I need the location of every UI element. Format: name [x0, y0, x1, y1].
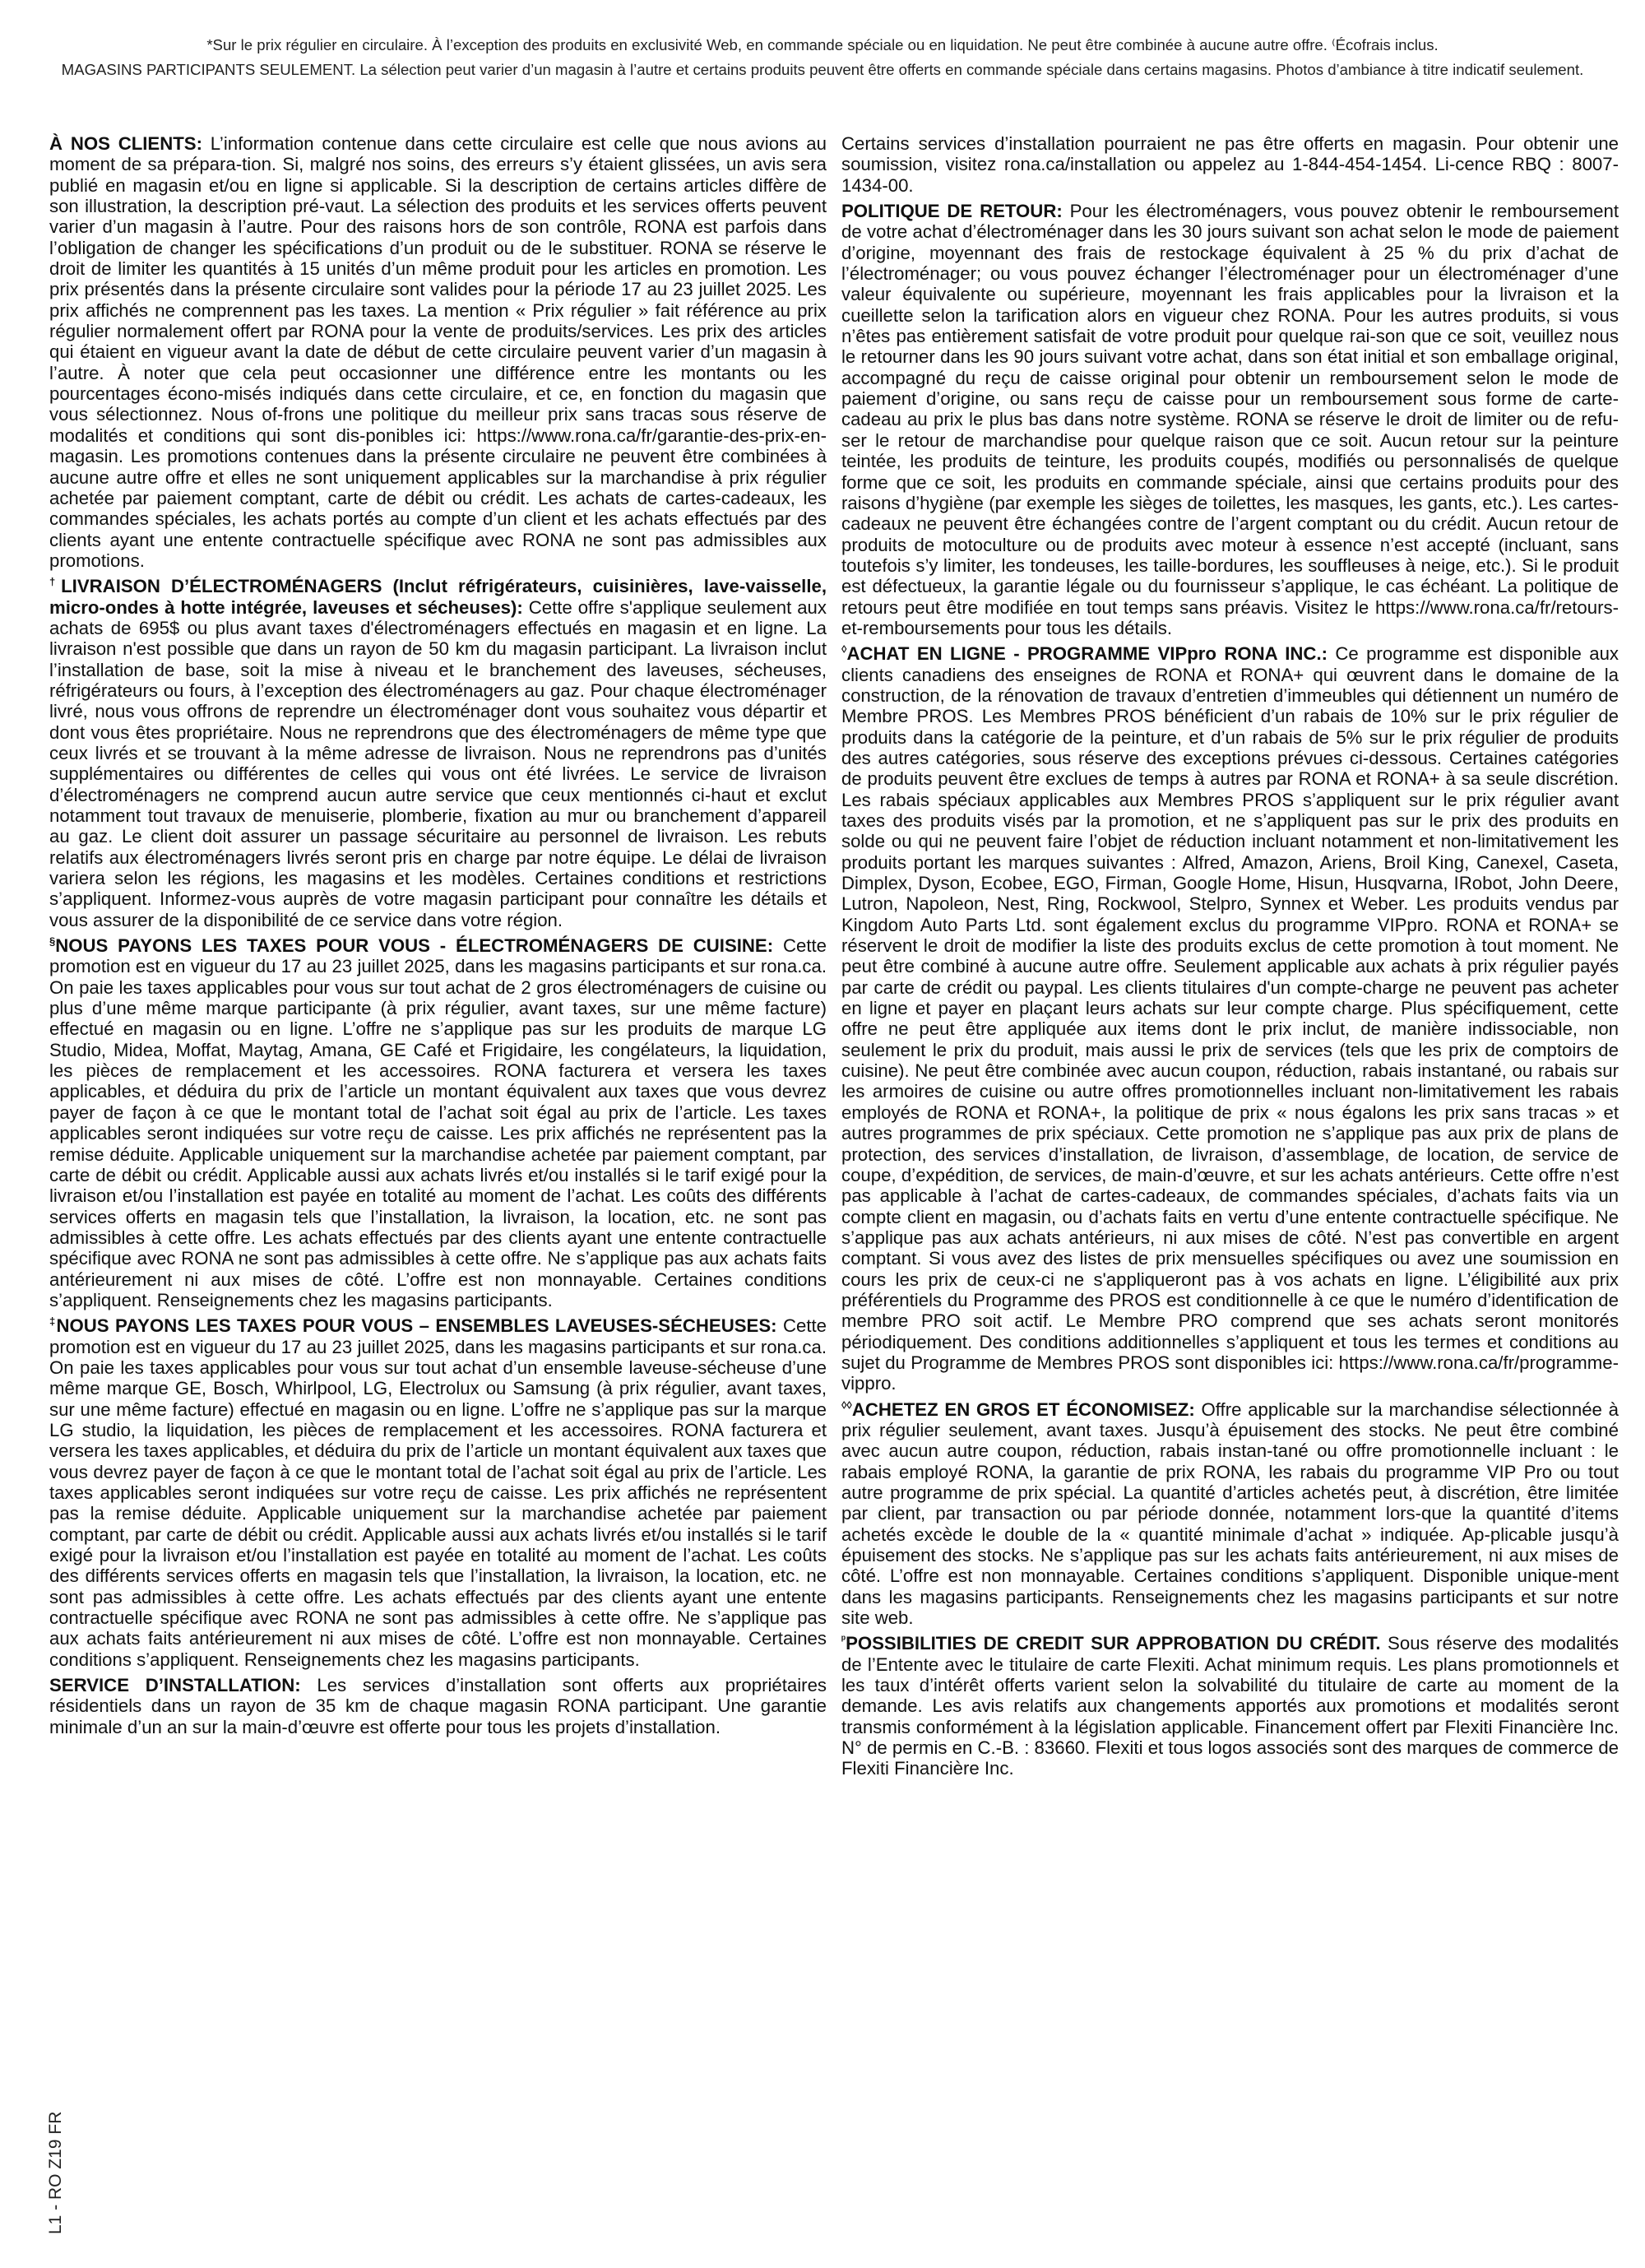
section-taxes-laveuses-secheuses — [49, 1315, 827, 1670]
section-body: Certains services d’installation pourraient ne pas être offerts en magasin. Pour obtenir une soumission, visitez rona.ca/installation ou appelez au 1-844-454-1454. Li-cence RBQ : 8007-1434-00. — [841, 133, 1619, 196]
section-body: Pour les électroménagers, vous pouvez obtenir le remboursement de votre achat d’électroménager dans les 30 jours suivant son achat selon le mode de paiement d’origine, moyennant des frais de restockage équivalent à 25 % du prix d’achat de l’électroménager; ou vous pouvez échanger l’électroménager pour un électroménager d’une valeur équivalente ou supérieure, moyennant les frais applicables pour la livraison et la cueillette selon la tarification alors en vigueur chez RONA. Pour les autres produits, si vous n’êtes pas entièrement satisfait de votre produit pour quelque rai-son que ce soit, veuillez nous le retourner dans les 90 jours suivant votre achat, dans son état initial et son emballage original, accompagné du reçu de caisse original pour obtenir un remboursement selon le mode de paiement d’origine, ou sans reçu de caisse pour un remboursement sous forme de carte-cadeau au prix le plus bas dans notre système. RONA se réserve le droit de limiter ou de refu-ser le retour de marchandise pour quelque raison que ce soit. Aucun retour sur la peinture teintée, les produits de teinture, les produits coupés, modifiés ou personnalisés de quelque forme que ce soit, les produits en commande spéciale, ainsi que certains produits pour des raisons d’hygiène (par exemple les sièges de toilettes, les masques, les gants, etc.). Les cartes-cadeaux ne peuvent être échangées contre de l’argent comptant ou du crédit. Aucun retour de produits de motoculture ou de produits avec moteur à essence n’est accepté (incluant, sans toutefois s’y limiter, les tondeuses, les taille-bordures, les souffleuses à neige, etc.). Si le produit est défectueux, la garantie légale ou du fournisseur s’applique, le cas échéant. La politique de retours peut être modifiée en tout temps sans préavis. Visitez le https://www.rona.ca/fr/retours-et-remboursements pour tous les détails. — [841, 201, 1620, 638]
section-body: L’information contenue dans cette circulaire est celle que nous avions au moment de sa prépara-tion. Si, malgré nos soins, des erreurs s’y étaient glissées, un avis sera publié en magasin et/ou en ligne si applicable. Si la description de certains articles diffère de son illustration, la description pré-vaut. La sélection des produits et les services offerts peuvent varier d’un magasin à l’autre. Pour des raisons hors de son contrôle, RONA est parfois dans l’obligation de changer les spécifications d’un produit ou de le substituer. RONA se réserve le droit de limiter les quantités à 15 unités d’un même produit pour les articles en promotion. Les prix présentés dans la présente circulaire sont valides pour la période 17 au 23 juillet 2025. Les prix affichés ne comprennent pas les taxes. La mention « Prix régulier » fait référence au prix régulier normalement offert par RONA pour la vente de produits/services. Les prix des articles qui étaient en vigueur avant la date de début de cette circulaire peuvent varier d’un magasin à l’autre. À noter que cela peut occasionner une différence entre les montants ou les pourcentages écono-misés indiqués dans cette circulaire, et ce, en fonction du magasin que vous sélectionnez. Nous of-frons une politique du meilleur prix sans tracas sous réserve de modalités et conditions qui sont dis-ponibles ici: https://www.rona.ca/fr/garantie-des-prix-en-magasin. Les promotions contenues dans la présente circulaire ne peuvent être combinées à aucune autre offre et elles ne sont uniquement applicables sur la marchandise à prix régulier achetée par paiement comptant, carte de débit ou crédit. Les achats de cartes-cadeaux, les commandes spéciales, les achats portés au compte d’un client et les achats effectués par des clients ayant une entente contractuelle spécifique avec RONA ne sont pas admissibles aux promotions. — [49, 133, 827, 571]
section-body: Cette offre s'applique seulement aux achats de 695$ ou plus avant taxes d'électroménagers effectués en magasin et en ligne. La livraison n'est possible que dans un rayon de 50 km du magasin participant. La livraison inclut l’installation de base, soit la mise à niveau et le branchement des laveuses, sécheuses, réfrigérateurs ou fours, à l’exception des électroménagers au gaz. Pour chaque électroménager livré, nous vous offrons de reprendre un électroménager dont vous souhaitez vous départir et dont vous êtes propriétaire. Nous ne reprendrons que des électroménagers de même type que ceux livrés et se trouvant à la même adresse de livraison. Nous ne reprendrons pas d’unités supplémentaires ou différentes de celles qui vous ont été livrées. Le service de livraison d’électroménagers ne comprend aucun autre service que ceux mentionnés ci-haut et exclut notamment tout travaux de menuiserie, plomberie, fixation au mur ou branchement d’appareil au gaz. Le client doit assurer un passage sécuritaire au personnel de livraison. Les rebuts relatifs aux électroménagers livrés seront pris en charge par notre équipe. Le délai de livraison variera selon les régions, les magasins et les modèles. Certaines conditions et restrictions s’appliquent. Informez-vous auprès de votre magasin participant pour connaître les détails et vous assurer de la disponibilité de ce service dans votre région. — [49, 596, 827, 930]
section-body: Cette promotion est en vigueur du 17 au 23 juillet 2025, dans les magasins participants et sur rona.ca. On paie les taxes applicables pour vous sur tout achat d’un ensemble laveuse-sécheuse d’une même marque GE, Bosch, Whirlpool, LG, Electrolux ou Samsung (à prix régulier, avant taxes, sur une même facture) effectué en magasin ou en ligne. L’offre ne s’applique pas sur la marque LG studio, la liquidation, les pièces de remplacement et les accessoires. RONA facturera et versera les taxes applicables, et déduira du prix de l’article un montant équivalent aux taxes que vous devrez payer de façon à ce que le montant total de l’achat soit égal au prix de l’article. Les taxes applicables seront indiquées sur votre reçu de caisse. Les prix affichés ne représentent pas la remise déduite. Applicable uniquement sur la marchandise achetée par paiement comptant, par carte de débit ou crédit. Applicable aussi aux achats livrés et/ou installés si le tarif exigé pour la livraison et/ou l’installation est payée en totalité au moment de l’achat. Les coûts des différents services offerts en magasin tels que l’installation, la livraison, la location, etc. ne sont pas admissibles à cette offre. Les achats effectués par des clients ayant une entente contractuelle spécifique avec RONA ne sont pas admissibles à cette offre. Ne s’applique pas aux achats faits antérieurement ni aux mises de côté. L’offre est non monnayable. Certaines conditions s’appliquent. Renseignements chez les magasins participants. — [49, 1315, 827, 1670]
header-line-2: MAGASINS PARTICIPANTS SEULEMENT. La sélection peut varier d’un magasin à l’autre et certains produits peuvent être offerts en commande spéciale dans certains magasins. Photos d’ambiance à titre indicatif seulement. — [61, 61, 1584, 78]
section-marker: ᵖ — [841, 1633, 846, 1646]
section-title: POSSIBILITIES DE CREDIT SUR APPROBATION DU CRÉDIT. — [846, 1633, 1381, 1654]
section-installation-continued — [841, 133, 1619, 196]
disclaimer-header — [45, 33, 1600, 82]
section-title: NOUS PAYONS LES TAXES POUR VOUS – ENSEMBLES LAVEUSES-SÉCHEUSES: — [56, 1315, 777, 1337]
section-taxes-electromenagers-cuisine — [49, 935, 827, 1310]
section-title: ACHAT EN LIGNE - PROGRAMME VIPpro RONA INC.: — [846, 643, 1328, 665]
section-programme-vippro — [841, 643, 1619, 1394]
header-line-1: *Sur le prix régulier en circulaire. À l’exception des produits en exclusivité Web, en commande spéciale ou en liquidation. Ne peut être combinée à aucune autre offre. ⁽Écofrais inclus. — [206, 36, 1439, 53]
right-column — [841, 133, 1619, 1784]
left-column — [49, 133, 827, 1742]
circular-code: L1 - RO Z19 FR — [46, 2111, 65, 2234]
section-title: À NOS CLIENTS: — [49, 133, 202, 154]
section-body: Les services d’installation sont offerts aux propriétaires résidentiels dans un rayon de 35 km de chaque magasin RONA participant. Une garantie minimale d’un an sur la main-d’œuvre est offerte pour tous les projets d’installation. — [49, 1675, 827, 1737]
section-service-installation — [49, 1675, 827, 1737]
section-credit-flexiti — [841, 1633, 1619, 1779]
section-marker: ◊ — [841, 642, 847, 656]
section-title: LIVRAISON D’ÉLECTROMÉNAGERS (Inclut réfrigérateurs, cuisinières, lave-vaisselle, micro-ondes à hotte intégrée, laveuses et sécheuses): — [49, 576, 827, 618]
section-marker: ◊◊ — [841, 1398, 852, 1412]
section-title: SERVICE D’INSTALLATION: — [49, 1675, 301, 1696]
section-body: Offre applicable sur la marchandise sélectionnée à prix régulier seulement, avant taxes. Jusqu’à épuisement des stocks. Ne peut être combiné avec aucun autre coupon, réduction, rabais instan-tané ou offre promotionnelle incluant : le rabais employé RONA, la garantie de prix RONA, les rabais du programme VIP Pro ou tout autre programme de prix spécial. La quantité d’articles achetés peut, à discrétion, être limitée par client, par transaction ou par période donnée, notamment lors-que la quantité d’items achetés excède le double de la « quantité minimale d’achat » indiquée. Ap-plicable jusqu’à épuisement des stocks. Ne s’applique pas sur les achats faits antérieurement, ni aux mises de côté. L’offre est non monnayable. Certaines conditions s’appliquent. Disponible unique-ment dans les magasins participants. Renseignements chez les magasins participants et sur notre site web. — [841, 1398, 1620, 1629]
section-marker: ‡ — [49, 1315, 57, 1328]
section-marker: § — [49, 935, 56, 948]
section-marker: † — [49, 575, 62, 588]
section-livraison-electromenagers — [49, 576, 827, 930]
section-title: NOUS PAYONS LES TAXES POUR VOUS - ÉLECTROMÉNAGERS DE CUISINE: — [55, 935, 774, 957]
section-achetez-en-gros — [841, 1399, 1619, 1629]
section-body: Ce programme est disponible aux clients canadiens des enseignes de RONA et RONA+ qui œuvrent dans le domaine de la construction, de la rénovation de travaux d’entretien d’immeubles qui détiennent un numéro de Membre PROS. Les Membres PROS bénéficient d’un rabais de 10% sur le prix régulier de produits dans la catégorie de la peinture, et d’un rabais de 5% sur le prix régulier de produits des autres catégories, sous réserve des exceptions prévues ci-dessous. Certaines catégories de produits peuvent être exclues de temps à autres par RONA et RONA+ à sa seule discrétion. Les rabais spéciaux applicables aux Membres PROS s’appliquent sur le prix régulier avant taxes des produits visés par la promotion, et ne s’appliquent pas sur le prix des produits en solde ou qui ne peuvent faire l’objet de réduction incluant notamment et non-limitativement les produits portant les marques suivantes : Alfred, Amazon, Ariens, Broil King, Canexel, Caseta, Dimplex, Dyson, Ecobee, EGO, Firman, Google Home, Hisun, Husqvarna, IRobot, John Deere, Lutron, Napoleon, Nest, Ring, Rockwool, Stelpro, Synnex et Weber. Les produits vendus par Kingdom Auto Parts Ltd. sont également exclus du programme VIPpro. RONA et RONA+ se réservent le droit de modifier la liste des produits exclus de cette promotion à tout moment. Ne peut être combiné à aucune autre offre. Seulement applicable aux achats à prix régulier payés par carte de crédit ou paypal. Les clients titulaires d'un compte-charge ne peuvent pas acheter en ligne et payer en plaçant leurs achats sur leur compte charge. Plus spécifiquement, cette offre ne peut être appliquée aux items dont le prix inclut, de manière indissociable, non seulement le prix du produit, mais aussi le prix de services (tels que les prix de comptoirs de cuisine). Ne peut être combinée avec aucun coupon, réduction, rabais instantané, ou rabais sur les armoires de cuisine ou autre offres promotionnelles incluant non-limitativement les rabais employés de RONA et RONA+, la politique de prix « nous égalons les prix sans tracas » et autres programmes de prix spéciaux. Cette promotion ne s’applique pas aux prix de plans de protection, des services d’installation, de livraison, d’assemblage, de location, de service de coupe, d’expédition, de services, de main-d’œuvre, et sur les achats antérieurs. Cette offre n’est pas applicable à l’achat de cartes-cadeaux, de commandes spéciales, d’achats faits via un compte client en magasin, ou d’achats faits en vertu d’une entente contractuelle spécifique. Ne s’applique pas aux achats antérieurs, ni aux mises de côté. N’est pas convertible en argent comptant. Si vous avez des listes de prix mensuelles spécifiques ou avez une soumission en cours les prix de ceux-ci ne s'appliqueront pas à vos achats en ligne. L’éligibilité aux prix préférentiels du Programme des PROS est conditionnelle à ce que le numéro d’identification de membre PRO soit actif. Le Membre PRO comprend que ses achats seront monitorés périodiquement. Des conditions additionnelles s’appliquent et tous les termes et conditions au sujet du Programme de Membres PROS sont disponibles ici: https://www.rona.ca/fr/programme-vippro. — [841, 643, 1619, 1394]
section-title: POLITIQUE DE RETOUR: — [841, 201, 1063, 222]
section-title: ACHETEZ EN GROS ET ÉCONOMISEZ: — [851, 1398, 1195, 1420]
section-body: Cette promotion est en vigueur du 17 au 23 juillet 2025, dans les magasins participants et sur rona.ca. On paie les taxes applicables pour vous sur tout achat de 2 gros électroménagers de cuisine ou plus d’une même marque participante (à prix régulier, avant taxes, sur une même facture) effectué en magasin ou en ligne. L’offre ne s’applique pas sur les produits de marque LG Studio, Midea, Moffat, Maytag, Amana, GE Café et Frigidaire, les congélateurs, la liquidation, les pièces de remplacement et les accessoires. RONA facturera et versera les taxes applicables, et déduira du prix de l’article un montant équivalent aux taxes que vous devrez payer de façon à ce que le montant total de l’achat soit égal au prix de l’article. Les taxes applicables seront indiquées sur votre reçu de caisse. Les prix affichés ne représentent pas la remise déduite. Applicable uniquement sur la marchandise achetée par paiement comptant, par carte de débit ou crédit. Applicable aussi aux achats livrés et/ou installés si le tarif exigé pour la livraison et/ou l’installation est payée en totalité au moment de l’achat. Les coûts des différents services offerts en magasin tels que l’installation, la livraison, la location, etc. ne sont pas admissibles à cette offre. Les achats effectués par des clients ayant une entente contractuelle spécifique avec RONA ne sont pas admissibles à cette offre. Ne s’applique pas aux achats faits antérieurement ni aux mises de côté. L’offre est non monnayable. Certaines conditions s’appliquent. Renseignements chez les magasins participants. — [49, 935, 827, 1310]
section-politique-retour — [841, 201, 1619, 638]
section-body: Sous réserve des modalités de l’Entente avec le titulaire de carte Flexiti. Achat minimum requis. Les plans promotionnels et les taux d’intérêt offerts varient selon la solvabilité du titulaire de carte au moment de la demande. Les avis relatifs aux changements apportés aux promotions et modalités seront transmis conformément à la législation applicable. Financement offert par Flexiti Financière Inc. N° de permis en C.-B. : 83660. Flexiti et tous logos associés sont des marques de commerce de Flexiti Financière Inc. — [841, 1633, 1619, 1779]
section-a-nos-clients — [49, 133, 827, 571]
